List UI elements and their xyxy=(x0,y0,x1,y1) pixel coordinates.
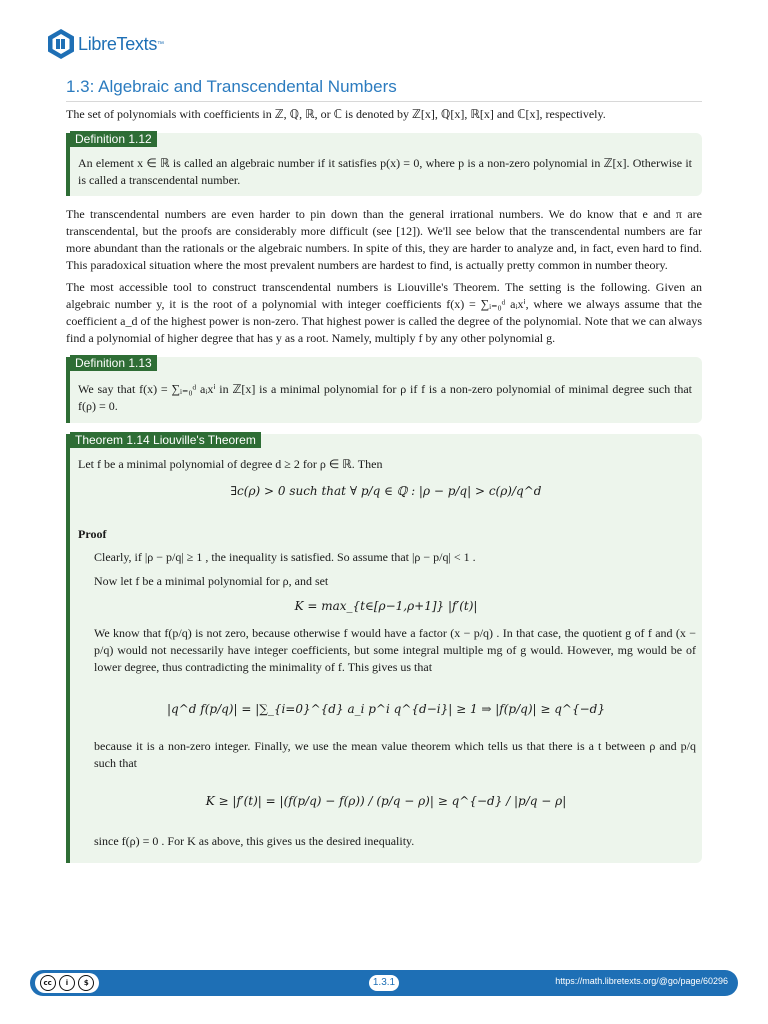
intro-paragraph: The set of polynomials with coefficients in ℤ, ℚ, ℝ, or ℂ is denoted by ℤ[x], ℚ[x], ℝ[x] and ℂ[x], respectively. xyxy=(66,107,606,121)
proof-step-2: Now let f be a minimal polynomial for ρ, and set xyxy=(94,574,329,588)
cc-license-badge[interactable] xyxy=(35,973,99,993)
display-equation-k-definition: K = max_{t∈[ρ−1,ρ+1]} |f′(t)| xyxy=(294,599,478,613)
theorem-1-14-box xyxy=(66,434,702,863)
page-title: 1.3: Algebraic and Transcendental Numbers xyxy=(66,77,397,96)
logo-trademark: ™ xyxy=(157,40,165,48)
libretexts-logo[interactable] xyxy=(46,26,164,62)
proof-step-1: Clearly, if |ρ − p/q| ≥ 1 , the inequality is satisfied. So assume that |ρ − p/q| < 1 . xyxy=(94,550,476,564)
definition-1-13-text: We say that f(x) = ∑ᵢ₌₀ᵈ aᵢxⁱ in ℤ[x] is a minimal polynomial for ρ if f is a non-zero polynomial of minimal degree such that f(ρ) = 0. xyxy=(78,382,692,413)
proof-heading: Proof xyxy=(78,527,107,541)
definition-1-13-label: Definition 1.13 xyxy=(70,355,157,371)
proof-step-5: since f(ρ) = 0 . For K as above, this gives us the desired inequality. xyxy=(94,834,415,848)
cc-icon: cc xyxy=(40,975,56,991)
by-icon: i xyxy=(59,975,75,991)
definition-1-12-label: Definition 1.12 xyxy=(70,131,157,147)
nc-icon: $ xyxy=(78,975,94,991)
display-equation-liouville: ∃c(ρ) > 0 such that ∀ p/q ∈ ℚ : |ρ − p/q| > c(ρ)/q^d xyxy=(230,484,542,498)
page-url-link[interactable]: https://math.libretexts.org/@go/page/60296 xyxy=(555,976,728,986)
paragraph-liouville-intro: The most accessible tool to construct transcendental numbers is Liouville's Theorem. The setting is the following. Given an algebraic number y, it is the root of a polynomial with integer coefficients f(x) = ∑ᵢ₌₀ᵈ aᵢxⁱ, where we always assume that the coefficient a_d of the highest power is non-zero. That highest power is called the degree of the polynomial. Note that we can always find a polynomial of higher degree that has y as a root. Namely, multiply f by any other polynomial g. xyxy=(66,280,702,345)
page-footer xyxy=(30,970,738,996)
proof-step-4: because it is a non-zero integer. Finally, we use the mean value theorem which tells us that there is a t between ρ and p/q such that xyxy=(94,739,696,770)
paragraph-transcendental: The transcendental numbers are even harder to pin down than the general irrational numbers. We do know that e and π are transcendental, but the proofs are considerably more difficult (see [12]). We'll see below that the transcendental numbers are far more abundant than the rationals or the algebraic numbers. In spite of this, they are harder to analyze and, in fact, even hard to find. This paradoxical situation where the most prevalent numbers are hardest to find, is actually pretty common in number theory. xyxy=(66,207,702,272)
definition-1-12-text: An element x ∈ ℝ is called an algebraic number if it satisfies p(x) = 0, where p is a non-zero polynomial in ℤ[x]. Otherwise it is called a transcendental number. xyxy=(78,156,692,187)
logo-wordmark: LibreTexts xyxy=(78,33,158,54)
libretexts-logo-icon xyxy=(46,28,76,60)
definition-1-12-box xyxy=(66,133,702,196)
theorem-1-14-label: Theorem 1.14 Liouville's Theorem xyxy=(70,432,261,448)
display-equation-mean-value: K ≥ |f′(t)| = |(f(p/q) − f(ρ)) / (p/q − ρ)| ≥ q^{−d} / |p/q − ρ| xyxy=(205,794,567,808)
title-divider xyxy=(66,101,702,102)
page-number: 1.3.1 xyxy=(369,975,399,991)
theorem-statement: Let f be a minimal polynomial of degree d ≥ 2 for ρ ∈ ℝ. Then xyxy=(78,457,383,471)
definition-1-13-box xyxy=(66,357,702,423)
display-equation-lower-bound: |q^d f(p/q)| = |∑_{i=0}^{d} a_i p^i q^{d−i}| ≥ 1 ⇒ |f(p/q)| ≥ q^{−d} xyxy=(167,702,605,716)
proof-step-3: We know that f(p/q) is not zero, because otherwise f would have a factor (x − p/q) . In that case, the quotient g of f and (x − p/q) would not necessarily have integer coefficients, but some integral multiple mg of g would. However, mg would be of lower degree, thus contradicting the minimality of f. This gives us that xyxy=(94,626,696,674)
